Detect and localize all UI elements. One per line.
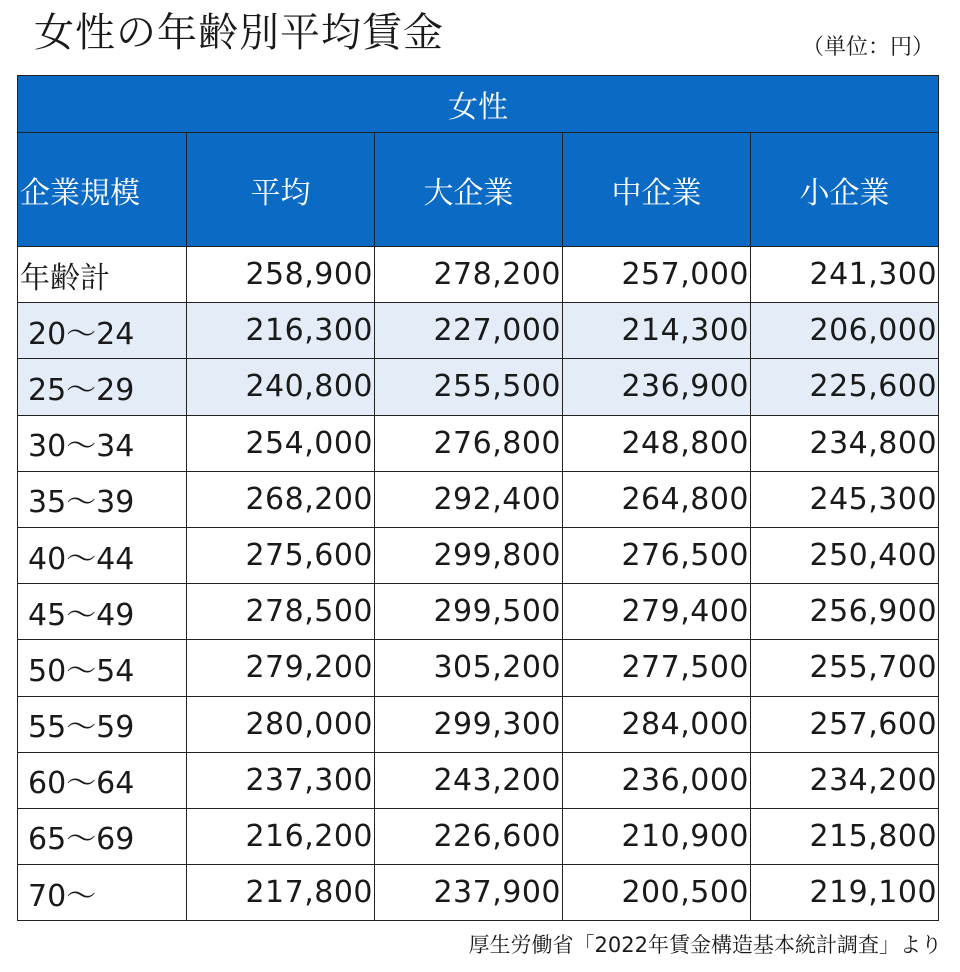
row-label: 55～59 [18,696,187,752]
cell-large-company: 299,300 [375,696,563,752]
cell-small-company: 206,000 [751,303,939,359]
cell-small-company: 255,700 [751,640,939,696]
cell-medium-company: 214,300 [563,303,751,359]
cell-medium-company: 284,000 [563,696,751,752]
cell-small-company: 225,600 [751,359,939,415]
source-note: 厚生労働省「2022年賃金構造基本統計調査」より [468,933,942,957]
table-row [18,696,939,752]
group-header-women: 女性 [18,76,939,133]
cell-average: 240,800 [187,359,375,415]
cell-large-company: 299,500 [375,584,563,640]
cell-average: 278,500 [187,584,375,640]
table-row [18,527,939,583]
cell-small-company: 234,200 [751,752,939,808]
column-header-large-company: 大企業 [375,133,563,247]
column-header-row [18,133,939,247]
cell-medium-company: 236,900 [563,359,751,415]
table-row [18,247,939,303]
cell-average: 216,300 [187,303,375,359]
unit-label: （単位：円） [801,35,934,60]
cell-large-company: 305,200 [375,640,563,696]
cell-large-company: 243,200 [375,752,563,808]
row-label: 30～34 [18,415,187,471]
table-row [18,471,939,527]
cell-medium-company: 200,500 [563,865,751,921]
row-label: 70～ [18,865,187,921]
cell-small-company: 257,600 [751,696,939,752]
cell-average: 268,200 [187,471,375,527]
cell-large-company: 237,900 [375,865,563,921]
group-header-row [18,76,939,133]
row-label: 60～64 [18,752,187,808]
cell-average: 217,800 [187,865,375,921]
cell-medium-company: 276,500 [563,527,751,583]
cell-large-company: 292,400 [375,471,563,527]
row-label: 50～54 [18,640,187,696]
cell-small-company: 250,400 [751,527,939,583]
cell-small-company: 234,800 [751,415,939,471]
column-header-small-company: 小企業 [751,133,939,247]
table-row [18,584,939,640]
cell-large-company: 227,000 [375,303,563,359]
row-label: 45～49 [18,584,187,640]
row-label: 65～69 [18,808,187,864]
cell-small-company: 219,100 [751,865,939,921]
cell-medium-company: 236,000 [563,752,751,808]
row-label: 年齢計 [18,247,187,303]
cell-medium-company: 257,000 [563,247,751,303]
table-row [18,640,939,696]
cell-large-company: 299,800 [375,527,563,583]
cell-small-company: 215,800 [751,808,939,864]
row-label: 40～44 [18,527,187,583]
column-header-medium-company: 中企業 [563,133,751,247]
cell-medium-company: 248,800 [563,415,751,471]
cell-large-company: 226,600 [375,808,563,864]
cell-average: 258,900 [187,247,375,303]
cell-large-company: 255,500 [375,359,563,415]
cell-large-company: 276,800 [375,415,563,471]
row-label: 20～24 [18,303,187,359]
table-body [18,247,939,921]
wage-table [17,75,939,921]
cell-small-company: 245,300 [751,471,939,527]
cell-average: 216,200 [187,808,375,864]
cell-small-company: 256,900 [751,584,939,640]
cell-average: 280,000 [187,696,375,752]
table-row [18,415,939,471]
column-header-average: 平均 [187,133,375,247]
cell-average: 275,600 [187,527,375,583]
column-header-company-size: 企業規模 [18,133,187,247]
cell-medium-company: 210,900 [563,808,751,864]
table-row [18,359,939,415]
cell-medium-company: 279,400 [563,584,751,640]
table-row [18,752,939,808]
cell-small-company: 241,300 [751,247,939,303]
cell-medium-company: 264,800 [563,471,751,527]
row-label: 25～29 [18,359,187,415]
page-title: 女性の年齢別平均賃金 [34,10,444,56]
cell-average: 279,200 [187,640,375,696]
cell-average: 254,000 [187,415,375,471]
table-row [18,865,939,921]
table-row [18,808,939,864]
cell-medium-company: 277,500 [563,640,751,696]
row-label: 35～39 [18,471,187,527]
table-row [18,303,939,359]
cell-large-company: 278,200 [375,247,563,303]
cell-average: 237,300 [187,752,375,808]
